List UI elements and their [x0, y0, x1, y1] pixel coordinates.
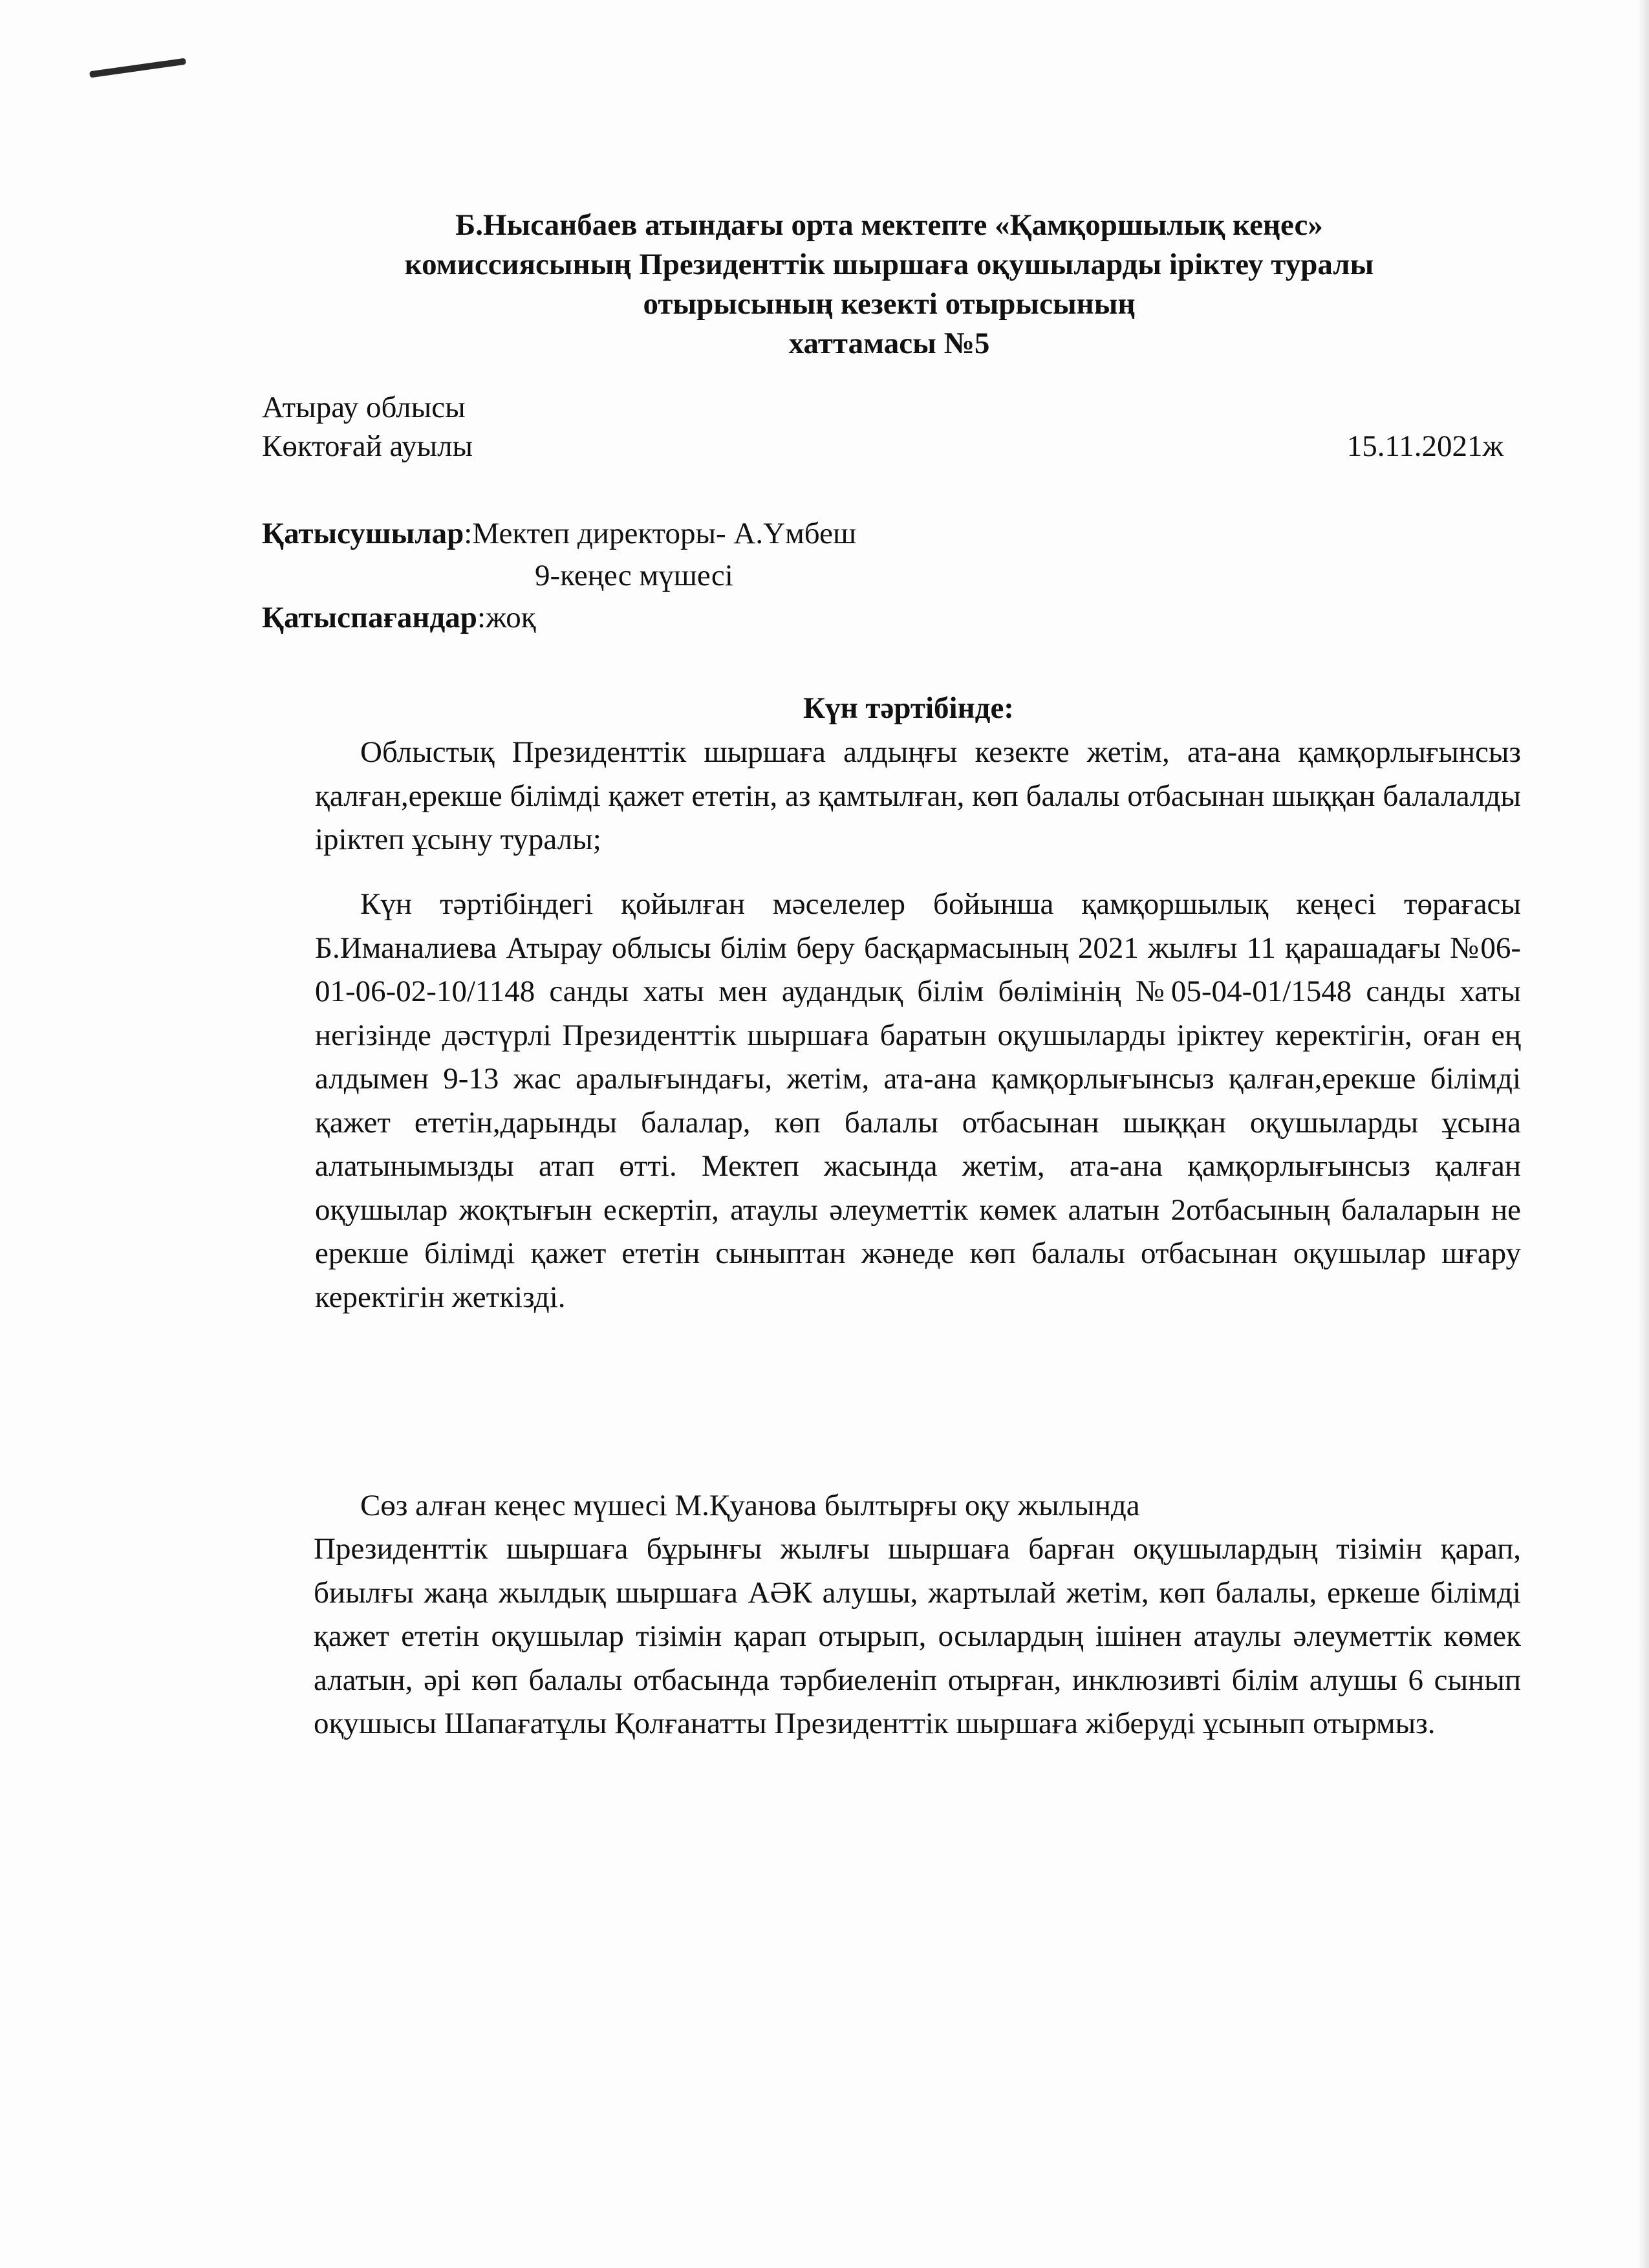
- page-edge-shadow: [1637, 0, 1649, 2268]
- scan-mark: [89, 58, 186, 78]
- agenda-paragraph-3-rest: Президенттік шыршаға бұрынғы жылғы шыршаға барған оқушылардың тізімін қарап, биылғы жаңа жылдық шыршаға АӘК алушы, жартылай жетім, көп балалы, еркеше білімді қажет ететін оқушылар тізімін қарап отырып, осылардың ішінен атаулы әлеуметтік көмек алатын, әрі көп балалы отбасында тәрбиеленіп отырған, инклюзивті білім алушы 6 сынып оқушысы Шапағатұлы Қолғанатты Президенттік шыршаға жіберуді ұсынып отырмыз.: [314, 1532, 1521, 1740]
- document-date: 15.11.2021ж: [1346, 429, 1503, 463]
- title-line-2: комиссиясының Президенттік шыршаға оқушыларды іріктеу туралы: [404, 248, 1374, 281]
- agenda-paragraph-2: Күн тәртібіндегі қойылған мәселелер бойынша қамқоршылық кеңесі төрағасы Б.Иманалиева Атырау облысы білім беру басқармасының 2021 жылғы 11 қарашадағы №06-01-06-02-10/1148 санды хаты мен аудандық білім бөлімінің №05-04-01/1548 санды хаты негізінде дәстүрлі Президенттік шыршаға баратын оқушыларды іріктеу керектігін, оған ең алдымен 9-13 жас аралығындағы, жетім, ата-ана қамқорлығынсыз қалған,ерекше білімді қажет ететін,дарынды балалар, көп балалы отбасынан шыққан оқушыларды ұсына алатынымызды атап өтті. Мектеп жасында жетім, ата-ана қамқорлығынсыз қалған оқушылар жоқтығын ескертіп, атаулы әлеуметтік көмек алатын 2отбасының балаларын не ерекше білімді қажет ететін сыныптан жәнеде көп балалы отбасынан оқушылар шғару керектігін жеткізді.: [315, 887, 1521, 1314]
- absent-value: :жоқ: [477, 601, 536, 634]
- members-line: 9-кеңес мүшесі: [535, 559, 733, 592]
- agenda-heading: Күн тәртібінде:: [803, 691, 1014, 725]
- absent-line: [262, 598, 536, 637]
- document-title: [259, 206, 1520, 363]
- attendees-line: [262, 514, 856, 553]
- title-line-1: Б.Нысанбаев атындағы орта мектепте «Қамқоршылық кеңес»: [455, 208, 1323, 242]
- agenda-paragraph-3-first-line: Сөз алған кеңес мүшесі М.Қуанова былтырғы оқу жылында: [360, 1489, 1140, 1522]
- attendees-value: :Мектеп директоры- А.Үмбеш: [464, 517, 857, 550]
- absent-label: Қатыспағандар: [262, 601, 477, 634]
- attendees-label: Қатысушылар: [262, 517, 464, 550]
- region-line: Атырау облысы: [262, 391, 466, 424]
- agenda-paragraph-1: Облыстық Президенттік шыршаға алдыңғы кезекте жетім, ата-ана қамқорлығынсыз қалған,ерекше білімді қажет ететін, аз қамтылған, көп балалы отбасынан шыққан балалалды іріктеп ұсыну туралы;: [315, 735, 1521, 856]
- title-line-3: отырысының кезекті отырысының: [643, 287, 1136, 321]
- village-line: Көктоғай ауылы: [262, 429, 473, 463]
- title-line-4: хаттамасы №5: [788, 327, 990, 360]
